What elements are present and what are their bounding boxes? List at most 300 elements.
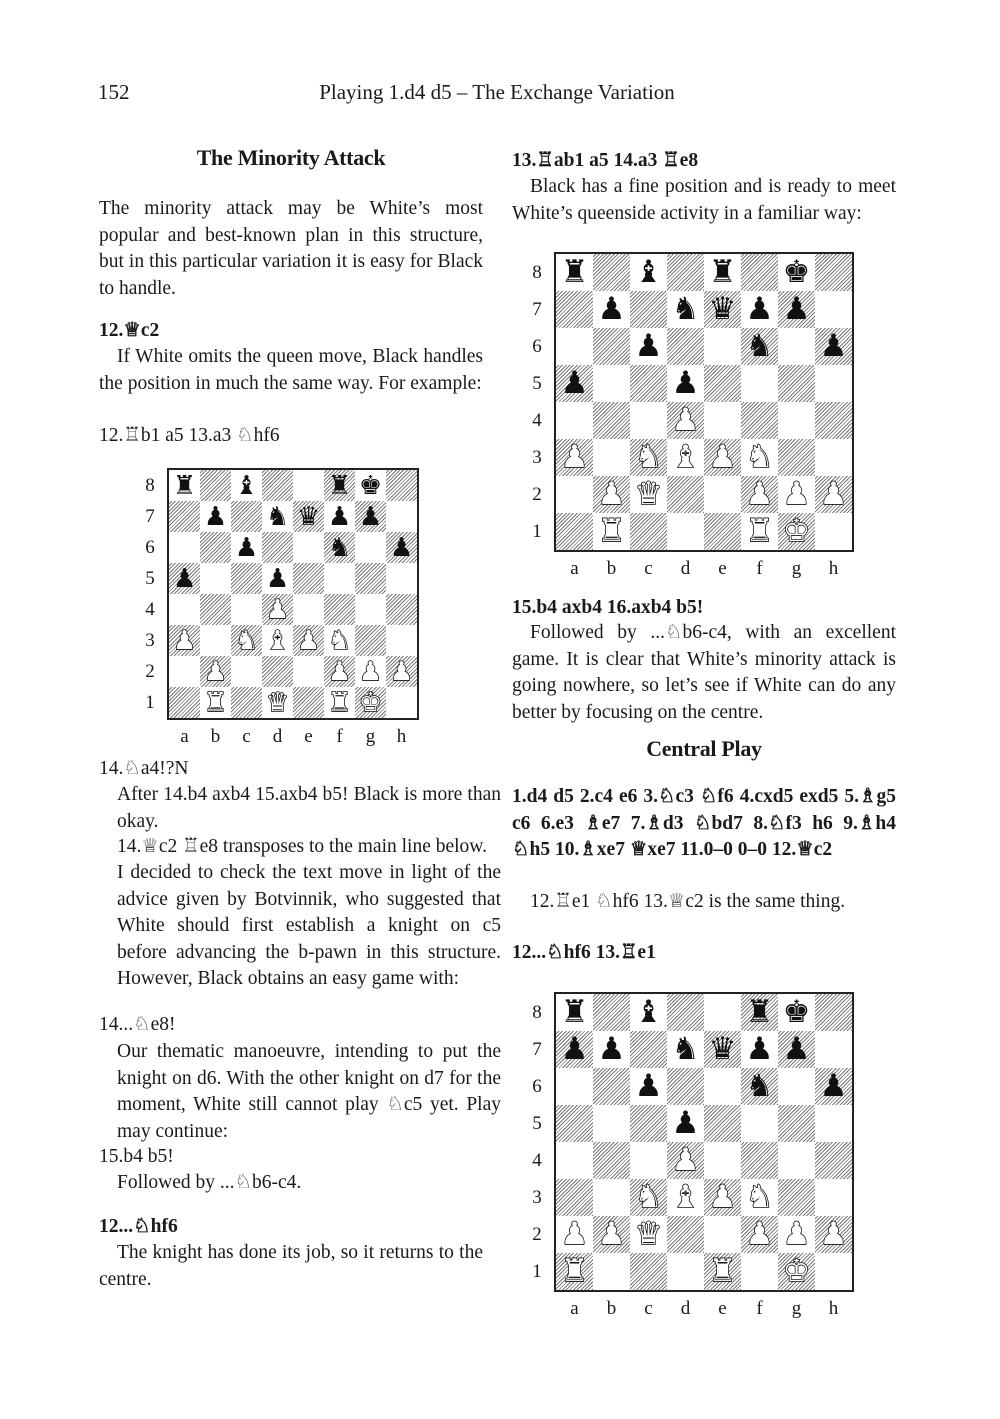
rank-label: 4	[532, 409, 542, 431]
board-square-h5	[815, 365, 852, 402]
board-square-a7	[556, 291, 593, 328]
board-square-g7	[355, 501, 386, 532]
paragraph: After 14.b4 axb4 15.axb4 b5! Black is more than okay.	[117, 784, 501, 832]
board-square-e8	[704, 994, 741, 1031]
black-pawn-icon: ♟	[745, 291, 774, 327]
board-square-f1	[741, 1253, 778, 1290]
board-square-e7	[704, 1031, 741, 1068]
section-heading-minority-attack: The Minority Attack	[196, 145, 386, 170]
move-text: 13.♖ab1 a5 14.a3 ♖e8	[512, 150, 699, 171]
black-bishop-icon: ♝	[634, 994, 663, 1030]
file-label: e	[718, 558, 727, 579]
file-label: b	[210, 726, 221, 747]
board-square-d2	[262, 656, 293, 687]
white-pawn-icon: ♟	[708, 439, 737, 475]
board-square-b6	[200, 532, 231, 563]
file-label: h	[396, 726, 407, 747]
board-square-g8	[778, 994, 815, 1031]
black-rook-icon: ♜	[560, 994, 589, 1030]
white-pawn-icon: ♟	[597, 1216, 626, 1252]
file-label: b	[606, 1298, 617, 1319]
black-pawn-icon: ♟	[634, 328, 663, 364]
paragraph: Followed by ...♘b6-c4.	[117, 1172, 302, 1193]
board-square-d1	[262, 687, 293, 718]
black-knight-icon: ♞	[745, 328, 774, 364]
board-square-f6	[741, 328, 778, 365]
board-square-d5	[667, 365, 704, 402]
black-knight-icon: ♞	[671, 291, 700, 327]
board-square-b2	[200, 656, 231, 687]
rank-label: 7	[145, 505, 155, 527]
white-pawn-icon: ♟	[745, 476, 774, 512]
black-rook-icon: ♜	[560, 254, 589, 290]
board-square-b4	[593, 1142, 630, 1179]
board-square-c5	[630, 1105, 667, 1142]
board-square-h7	[815, 1031, 852, 1068]
board-square-f8	[741, 994, 778, 1031]
board-square-h2	[815, 1216, 852, 1253]
board-square-h5	[815, 1105, 852, 1142]
chessboard	[554, 252, 854, 552]
paragraph: 14.♕c2 ♖e8 transposes to the main line below.	[117, 836, 487, 857]
board-square-d7	[262, 501, 293, 532]
board-square-h3	[386, 625, 417, 656]
board-square-f1	[324, 687, 355, 718]
board-square-c8	[630, 994, 667, 1031]
paragraph: I decided to check the text move in light of the advice given by Botvinnik, who suggested that White should first establish a knight on c5 before advancing the b-pawn in this structure. However, Black obtains an easy game with:	[117, 862, 501, 989]
white-rook-icon: ♜	[560, 1253, 589, 1289]
board-square-a6	[556, 1068, 593, 1105]
board-square-g2	[778, 476, 815, 513]
board-square-f7	[324, 501, 355, 532]
board-square-b1	[593, 1253, 630, 1290]
board-square-d2	[667, 1216, 704, 1253]
rank-label: 8	[532, 1001, 542, 1023]
board-square-a2	[556, 1216, 593, 1253]
board-square-e6	[704, 328, 741, 365]
black-bishop-icon: ♝	[234, 470, 259, 501]
board-square-f6	[741, 1068, 778, 1105]
board-square-e7	[293, 501, 324, 532]
white-pawn-icon: ♟	[265, 594, 290, 625]
white-pawn-icon: ♟	[819, 1216, 848, 1252]
board-square-f2	[741, 1216, 778, 1253]
black-queen-icon: ♛	[708, 291, 737, 327]
board-square-d7	[667, 1031, 704, 1068]
board-square-a3	[556, 1179, 593, 1216]
board-square-b7	[200, 501, 231, 532]
white-queen-icon: ♛	[634, 476, 663, 512]
board-square-a8	[556, 994, 593, 1031]
board-square-h4	[815, 1142, 852, 1179]
rank-label: 2	[532, 1223, 542, 1245]
board-square-g3	[778, 1179, 815, 1216]
black-pawn-icon: ♟	[671, 1105, 700, 1141]
black-pawn-icon: ♟	[358, 501, 383, 532]
white-rook-icon: ♜	[708, 1253, 737, 1289]
board-square-a7	[556, 1031, 593, 1068]
board-square-c2	[630, 476, 667, 513]
board-square-b8	[200, 470, 231, 501]
black-pawn-icon: ♟	[597, 1031, 626, 1067]
board-square-d3	[667, 1179, 704, 1216]
board-square-f5	[324, 563, 355, 594]
board-square-h7	[386, 501, 417, 532]
board-square-e6	[293, 532, 324, 563]
board-square-f6	[324, 532, 355, 563]
rank-label: 4	[532, 1149, 542, 1171]
board-square-b4	[593, 402, 630, 439]
white-king-icon: ♚	[782, 1253, 811, 1289]
board-square-d1	[667, 513, 704, 550]
board-square-g3	[355, 625, 386, 656]
white-pawn-icon: ♟	[560, 439, 589, 475]
white-bishop-icon: ♝	[265, 625, 290, 656]
board-square-h6	[815, 328, 852, 365]
black-knight-icon: ♞	[745, 1068, 774, 1104]
move-text: 12...♘hf6 13.♖e1	[512, 942, 656, 963]
board-square-h4	[815, 402, 852, 439]
white-pawn-icon: ♟	[560, 1216, 589, 1252]
board-square-f3	[741, 439, 778, 476]
file-label: e	[304, 726, 313, 747]
board-square-b2	[593, 476, 630, 513]
move-line: 12.♖b1 a5 13.a3 ♘hf6	[99, 425, 280, 446]
move-text: 1.d4 d5 2.c4 e6 3.♘c3 ♘f6 4.cxd5 exd5 5.♗g5 c6 6.e3 ♗e7 7.♗d3 ♘bd7 8.♘f3 h6 9.♗h4 ♘h5 10.♗xe7 ♕xe7 11.0–0 0–0 12.♕c2	[512, 786, 896, 860]
file-label: c	[644, 1298, 653, 1319]
board-square-a6	[556, 328, 593, 365]
board-square-a7	[169, 501, 200, 532]
board-square-c7	[630, 1031, 667, 1068]
white-pawn-icon: ♟	[597, 476, 626, 512]
board-square-h8	[815, 994, 852, 1031]
file-label: f	[336, 726, 343, 747]
black-knight-icon: ♞	[327, 532, 352, 563]
board-square-e2	[704, 476, 741, 513]
board-square-b5	[200, 563, 231, 594]
board-square-h3	[815, 1179, 852, 1216]
board-square-e3	[293, 625, 324, 656]
board-square-g1	[778, 1253, 815, 1290]
running-header-title: Playing 1.d4 d5 – The Exchange Variation	[319, 80, 675, 104]
white-pawn-icon: ♟	[327, 656, 352, 687]
file-label: a	[180, 726, 189, 747]
paragraph: Followed by ...♘b6-c4, with an excellent game. It is clear that White’s minority attack is going nowhere, so let’s see if White can do any better by focusing on the centre.	[512, 622, 896, 723]
paragraph: If White omits the queen move, Black handles the position in much the same way. For example:	[99, 346, 483, 394]
board-square-c8	[630, 254, 667, 291]
board-square-d3	[667, 439, 704, 476]
board-square-h6	[815, 1068, 852, 1105]
white-bishop-icon: ♝	[671, 439, 700, 475]
rank-label: 5	[532, 372, 542, 394]
board-square-f3	[324, 625, 355, 656]
board-square-c7	[630, 291, 667, 328]
white-knight-icon: ♞	[745, 1179, 774, 1215]
board-square-a2	[169, 656, 200, 687]
board-square-c1	[231, 687, 262, 718]
board-square-g5	[778, 365, 815, 402]
rank-label: 6	[532, 1075, 542, 1097]
board-square-f4	[741, 402, 778, 439]
rank-label: 2	[145, 660, 155, 682]
board-square-a2	[556, 476, 593, 513]
black-knight-icon: ♞	[671, 1031, 700, 1067]
board-square-e8	[293, 470, 324, 501]
black-king-icon: ♚	[358, 470, 383, 501]
board-square-g8	[778, 254, 815, 291]
black-pawn-icon: ♟	[819, 328, 848, 364]
board-square-e6	[704, 1068, 741, 1105]
white-king-icon: ♚	[782, 513, 811, 549]
board-square-h1	[815, 1253, 852, 1290]
board-square-f8	[324, 470, 355, 501]
black-pawn-icon: ♟	[782, 291, 811, 327]
white-pawn-icon: ♟	[782, 476, 811, 512]
board-square-h8	[815, 254, 852, 291]
board-square-e4	[704, 1142, 741, 1179]
paragraph: The knight has done its job, so it returns to the centre.	[99, 1242, 483, 1290]
board-square-d8	[667, 994, 704, 1031]
page-number: 152	[98, 80, 130, 104]
move-line: 14.♘a4!?N	[99, 758, 189, 779]
file-label: d	[272, 726, 283, 747]
board-square-g1	[355, 687, 386, 718]
board-square-e8	[704, 254, 741, 291]
board-square-b7	[593, 291, 630, 328]
board-square-a4	[169, 594, 200, 625]
board-square-f2	[324, 656, 355, 687]
board-square-f5	[741, 365, 778, 402]
rank-label: 6	[532, 335, 542, 357]
board-square-a4	[556, 402, 593, 439]
file-label: a	[570, 1298, 579, 1319]
white-pawn-icon: ♟	[296, 625, 321, 656]
rank-label: 7	[532, 298, 542, 320]
board-square-c1	[630, 1253, 667, 1290]
board-square-c5	[630, 365, 667, 402]
paragraph: 12.♖e1 ♘hf6 13.♕c2 is the same thing.	[530, 891, 846, 912]
rank-label: 4	[145, 598, 155, 620]
board-square-b2	[593, 1216, 630, 1253]
board-square-g6	[778, 1068, 815, 1105]
board-square-c2	[231, 656, 262, 687]
white-pawn-icon: ♟	[203, 656, 228, 687]
board-square-f3	[741, 1179, 778, 1216]
black-king-icon: ♚	[782, 994, 811, 1030]
white-king-icon: ♚	[358, 687, 383, 718]
white-pawn-icon: ♟	[819, 476, 848, 512]
board-square-g6	[355, 532, 386, 563]
board-square-e3	[704, 1179, 741, 1216]
board-square-g2	[355, 656, 386, 687]
white-pawn-icon: ♟	[389, 656, 414, 687]
board-square-f4	[324, 594, 355, 625]
board-square-d6	[667, 328, 704, 365]
paragraph: Our thematic manoeuvre, intending to put the knight on d6. With the other knight on d7 for the moment, White still cannot play ♘c5 yet. Play may continue:	[117, 1041, 501, 1142]
board-square-g4	[778, 1142, 815, 1179]
white-pawn-icon: ♟	[745, 1216, 774, 1252]
board-square-f1	[741, 513, 778, 550]
move-line: 14...♘e8!	[99, 1014, 176, 1035]
board-square-g5	[355, 563, 386, 594]
board-square-a5	[556, 365, 593, 402]
board-square-a8	[556, 254, 593, 291]
board-square-b6	[593, 328, 630, 365]
file-label: b	[606, 558, 617, 579]
rank-label: 7	[532, 1038, 542, 1060]
file-label: g	[791, 1298, 802, 1319]
black-knight-icon: ♞	[265, 501, 290, 532]
board-square-e5	[704, 365, 741, 402]
board-square-a3	[556, 439, 593, 476]
board-square-c6	[231, 532, 262, 563]
board-square-a5	[169, 563, 200, 594]
file-label: c	[242, 726, 251, 747]
board-square-c3	[630, 1179, 667, 1216]
board-square-b5	[593, 365, 630, 402]
file-label: c	[644, 558, 653, 579]
white-knight-icon: ♞	[327, 625, 352, 656]
board-square-e1	[704, 513, 741, 550]
board-square-g6	[778, 328, 815, 365]
board-square-c6	[630, 1068, 667, 1105]
board-square-h6	[386, 532, 417, 563]
move-text: 15.b4 axb4 16.axb4 b5!	[512, 597, 704, 618]
board-square-g7	[778, 291, 815, 328]
board-square-g2	[778, 1216, 815, 1253]
board-square-f4	[741, 1142, 778, 1179]
board-square-g1	[778, 513, 815, 550]
board-square-d4	[262, 594, 293, 625]
black-rook-icon: ♜	[327, 470, 352, 501]
board-square-b3	[200, 625, 231, 656]
rank-label: 8	[145, 474, 155, 496]
file-label: g	[791, 558, 802, 579]
black-pawn-icon: ♟	[560, 365, 589, 401]
white-knight-icon: ♞	[634, 1179, 663, 1215]
board-square-h7	[815, 291, 852, 328]
left-column	[99, 145, 483, 172]
chessboard	[554, 992, 854, 1292]
file-label: f	[756, 558, 763, 579]
file-label: e	[718, 1298, 727, 1319]
board-square-c1	[630, 513, 667, 550]
board-square-b1	[200, 687, 231, 718]
board-square-h1	[386, 687, 417, 718]
file-label: h	[828, 1298, 839, 1319]
rank-label: 8	[532, 261, 542, 283]
board-square-b6	[593, 1068, 630, 1105]
board-square-g7	[778, 1031, 815, 1068]
board-square-e3	[704, 439, 741, 476]
board-square-f7	[741, 1031, 778, 1068]
board-square-b4	[200, 594, 231, 625]
board-square-a3	[169, 625, 200, 656]
board-square-f2	[741, 476, 778, 513]
board-square-d8	[262, 470, 293, 501]
board-square-g5	[778, 1105, 815, 1142]
paragraph: The minority attack may be White’s most popular and best-known plan in this structure, but in this particular variation it is easy for Black to handle.	[99, 198, 483, 299]
white-pawn-icon: ♟	[708, 1179, 737, 1215]
board-square-a1	[556, 1253, 593, 1290]
board-square-d4	[667, 1142, 704, 1179]
board-square-h4	[386, 594, 417, 625]
board-square-e4	[704, 402, 741, 439]
white-knight-icon: ♞	[745, 439, 774, 475]
white-pawn-icon: ♟	[358, 656, 383, 687]
board-square-c2	[630, 1216, 667, 1253]
white-pawn-icon: ♟	[671, 402, 700, 438]
board-square-h1	[815, 513, 852, 550]
black-pawn-icon: ♟	[327, 501, 352, 532]
black-pawn-icon: ♟	[597, 291, 626, 327]
board-square-a6	[169, 532, 200, 563]
board-square-b3	[593, 1179, 630, 1216]
black-pawn-icon: ♟	[389, 532, 414, 563]
chessboard	[167, 468, 419, 720]
board-square-d5	[262, 563, 293, 594]
board-square-h5	[386, 563, 417, 594]
black-pawn-icon: ♟	[634, 1068, 663, 1104]
white-pawn-icon: ♟	[782, 1216, 811, 1252]
board-square-e5	[293, 563, 324, 594]
file-label: d	[680, 558, 691, 579]
white-knight-icon: ♞	[234, 625, 259, 656]
board-square-b7	[593, 1031, 630, 1068]
running-header	[0, 80, 1000, 105]
white-queen-icon: ♛	[265, 687, 290, 718]
move-text: 12...♘hf6	[99, 1216, 178, 1237]
white-rook-icon: ♜	[327, 687, 352, 718]
board-square-g8	[355, 470, 386, 501]
board-square-g4	[778, 402, 815, 439]
black-pawn-icon: ♟	[782, 1031, 811, 1067]
board-square-d3	[262, 625, 293, 656]
board-square-a1	[169, 687, 200, 718]
board-square-a5	[556, 1105, 593, 1142]
board-square-b1	[593, 513, 630, 550]
board-square-e1	[293, 687, 324, 718]
board-square-c4	[630, 1142, 667, 1179]
board-square-e2	[704, 1216, 741, 1253]
rank-label: 2	[532, 483, 542, 505]
rank-label: 3	[532, 1186, 542, 1208]
paragraph: Black has a fine position and is ready to meet White’s queenside activity in a familiar way:	[512, 176, 896, 224]
black-rook-icon: ♜	[745, 994, 774, 1030]
board-square-e2	[293, 656, 324, 687]
board-square-a1	[556, 513, 593, 550]
black-pawn-icon: ♟	[172, 563, 197, 594]
board-square-h2	[386, 656, 417, 687]
black-pawn-icon: ♟	[234, 532, 259, 563]
board-square-c8	[231, 470, 262, 501]
black-king-icon: ♚	[782, 254, 811, 290]
board-square-a8	[169, 470, 200, 501]
file-label: a	[570, 558, 579, 579]
white-rook-icon: ♜	[597, 513, 626, 549]
board-square-b8	[593, 254, 630, 291]
move-text: 12.♕c2	[99, 320, 160, 341]
board-square-e5	[704, 1105, 741, 1142]
rank-label: 1	[532, 520, 542, 542]
board-square-d1	[667, 1253, 704, 1290]
white-queen-icon: ♛	[634, 1216, 663, 1252]
board-square-c7	[231, 501, 262, 532]
board-square-e7	[704, 291, 741, 328]
white-knight-icon: ♞	[634, 439, 663, 475]
move-line: 15.b4 b5!	[99, 1146, 174, 1167]
section-heading-central-play: Central Play	[646, 736, 762, 761]
